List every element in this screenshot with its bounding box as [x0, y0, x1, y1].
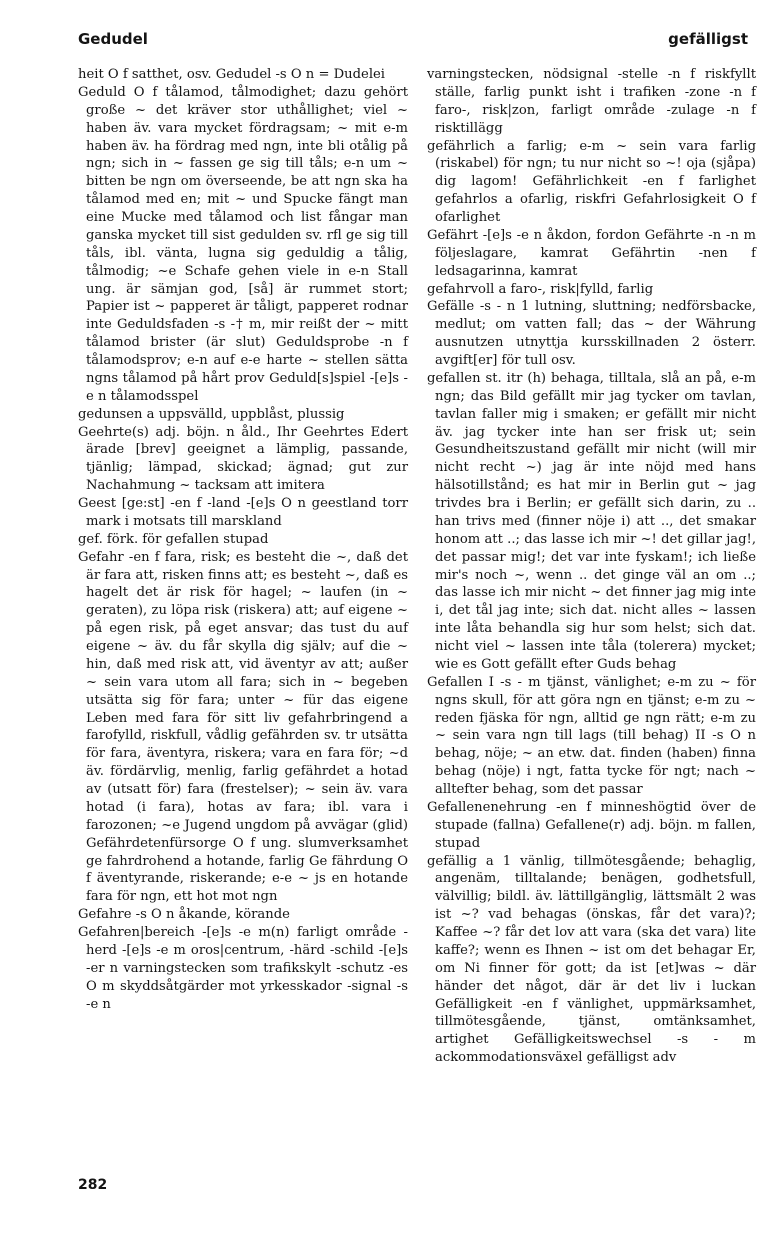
entry-paragraph: Gefallen I -s - m tjänst, vänlighet; e-m zu ~ för ngns skull, för att göra ngn en tjänst; e-m zu ~ reden fjäska för ngn, alltid ge ngn rätt; e-m zu ~ sein vara ngn till lags (till behag) II -s O n behag, nöje; ~ an etw. dat. finden (haben) finna behag (nöje) i ngt, fatta tycke för ngt; nach ~ alltefter behag, som det passar [427, 674, 756, 797]
entry-paragraph: varningstecken, nödsignal -stelle -n f riskfyllt ställe, farlig punkt isht i trafiken -zone -n f faro-, risk|zon, farligt område -zulage -n f risktillägg [427, 67, 756, 136]
entry-paragraph: Gefallenenehrung -en f minneshögtid över de stupade (fallna) Gefallene(r) adj. böjn. m fallen, stupad [427, 799, 756, 851]
entry-paragraph: Geduld O f tålamod, tålmodighet; dazu gehört große ~ det kräver stor uthållighet; viel ~ haben äv. vara mycket fördragsam; ~ mit e-m haben äv. ha fördrag med ngn, inte bli otålig på ngn; sich in ~ fassen ge sig till tåls; e-n um ~ bitten be ngn om överseende, be att ngn ska ha tålamod med en; mit ~ und Spucke fängt man eine Mucke med tålamod och list fångar man ganska mycket till sist gedulden sv. rfl ge sig till tåls, ibl. vänta, lugna sig geduldig a tålig, tålmodig; ~e Schafe gehen viele in e-n Stall ung. är sämjan god, [så] är rummet stort; Papier ist ~ papperet är tåligt, papperet rodnar inte Geduldsfaden -s -† m, mir reißt der ~ mitt tålamod brister (är slut) Geduldsprobe -n f tålamodsprov; e-n auf e-e harte ~ stellen sätta ngns tålamod på hårt prov Geduld[s]spiel -[e]s -e n tålamodsspel [78, 84, 408, 404]
entry-paragraph: heit O f satthet, osv. Gedudel -s O n = Dudelei [78, 67, 386, 82]
entry-paragraph: gedunsen a uppsvälld, uppblåst, plussig [78, 406, 345, 422]
entry-paragraph: Gefahre -s O n åkande, körande [78, 907, 290, 923]
header-right-guide-word: gefälligst [668, 30, 748, 48]
entry-paragraph: Gefahr -en f fara, risk; es besteht die ~, daß det är fara att, risken finns att; es besteht ~, daß es hagelt det är risk för hagel; ~ laufen (in ~ geraten), zu löpa risk (riskera) att; auf eigene ~ på egen risk, på eget ansvar; das tust du auf eigene ~ äv. du får skylla dig själv; auf die ~ hin, daß med risk att, vid äventyr av att; außer ~ sein vara utom all fara; sich in ~ begeben utsätta sig för fara; unter ~ für das eigene Leben med fara för sitt liv gefahrbringend a farofylld, riskfull, vådlig gefährden sv. tr utsätta för fara, äventyra, riskera; vara en fara för; ~d äv. fördärvlig, menlig, farlig gefährdet a hotad av (utsatt för) fara (frestelser); ~ sein äv. vara hotad (i fara), hotas av fara; ibl. vara i farozonen; ~e Jugend ungdom på avvägar (glid) Gefährdetenfürsorge O f ung. slumverksamhet ge fahrdrohend a hotande, farlig Ge fährdung O f äventyrande, riskerande; e-e ~ js en hotande fara för ngn, ett hot mot ngn [78, 549, 408, 905]
right-column [427, 66, 756, 1067]
entry-paragraph: Geehrte(s) adj. böjn. n åld., Ihr Geehrtes Edert ärade [brev] geeignet a lämplig, passande, tjänlig; lämpad, skickad; ägnad; gut zur Nachahmung ~ tacksam att imitera [78, 424, 408, 494]
page-number: 282 [78, 1177, 108, 1193]
entry-paragraph: gefährlich a farlig; e-m ~ sein vara farlig (riskabel) för ngn; tu nur nicht so ~! oja (sjåpa) dig lagom! Gefährlichkeit -en f farlighet gefahrlos a ofarlig, riskfri Gefahrlosigkeit O f ofarlighet [427, 138, 756, 225]
left-column [78, 66, 408, 1013]
entry-paragraph: gefahrvoll a faro-, risk|fylld, farlig [427, 281, 654, 297]
entry-paragraph: Geest [ge:st] -en f -land -[e]s O n geestland torr mark i motsats till marskland [78, 496, 408, 529]
entry-paragraph: Gefahren|bereich -[e]s -e m(n) farligt område -herd -[e]s -e m oros|centrum, -härd -schild -[e]s -er n varningstecken som trafikskylt -schutz -es O m skyddsåtgärder mot yrkesskador -signal -s -e n [78, 925, 408, 1012]
entry-paragraph: gef. förk. för gefallen stupad [78, 531, 269, 547]
entry-paragraph: gefällig a 1 vänlig, tillmötesgående; behaglig, angenäm, tilltalande; benägen, godhetsfull, välvillig; bildl. äv. lättillgänglig, lättsmält 2 was ist ~? vad behagas (önskas, får det vara)?; Kaffee ~? får det lov att vara (ska det vara) lite kaffe?; wenn es Ihnen ~ ist om det behagar Er, om Ni finner för gott; da ist [et]was ~ där händer det något, där är det liv i luckan Gefälligkeit -en f vänlighet, uppmärksamhet, tillmötesgående, tjänst, omtänksamhet, artighet Gefälligkeitswechsel -s - m ackommodationsväxel gefälligst adv [427, 853, 756, 1066]
entry-paragraph: gefallen st. itr (h) behaga, tilltala, slå an på, e-m ngn; das Bild gefällt mir jag tycker om tavlan, tavlan faller mig i smaken; er gefällt mir nicht äv. jag tycker inte han ser frisk ut; sein Gesundheitszustand gefällt mir nicht (will mir nicht recht ~) jag är inte nöjd med hans hälsotillstånd; es hat mir in Berlin gut ~ jag trivdes bra i Berlin; er gefällt sich darin, zu .. han trivs med (finner nöje i) att .., det smakar honom att ..; das lasse ich mir ~! det gillar jag!, det passar mig!; det var inte fyskam!; ich ließe mir's noch ~, wenn .. det ginge väl an om ..; das lasse ich mir nicht ~ det finner jag mig inte i, det tål jag inte; sich dat. nicht alles ~ lassen inte låta behandla sig hur som helst; sich dat. nicht viel ~ lassen inte tåla (tolerera) mycket; wie es Gott gefällt efter Guds behag [427, 370, 756, 672]
header-left-guide-word: Gedudel [78, 30, 148, 48]
entry-paragraph: Gefälle -s - n 1 lutning, sluttning; nedförsbacke, medlut; om vatten fall; das ~ der Währung ausnutzen utnyttja kursskillnaden 2 österr. avgift[er] för tull osv. [427, 299, 756, 368]
entry-paragraph: Gefährt -[e]s -e n åkdon, fordon Gefährte -n -n m följeslagare, kamrat Gefährtin -nen f ledsagarinna, kamrat [427, 227, 756, 279]
